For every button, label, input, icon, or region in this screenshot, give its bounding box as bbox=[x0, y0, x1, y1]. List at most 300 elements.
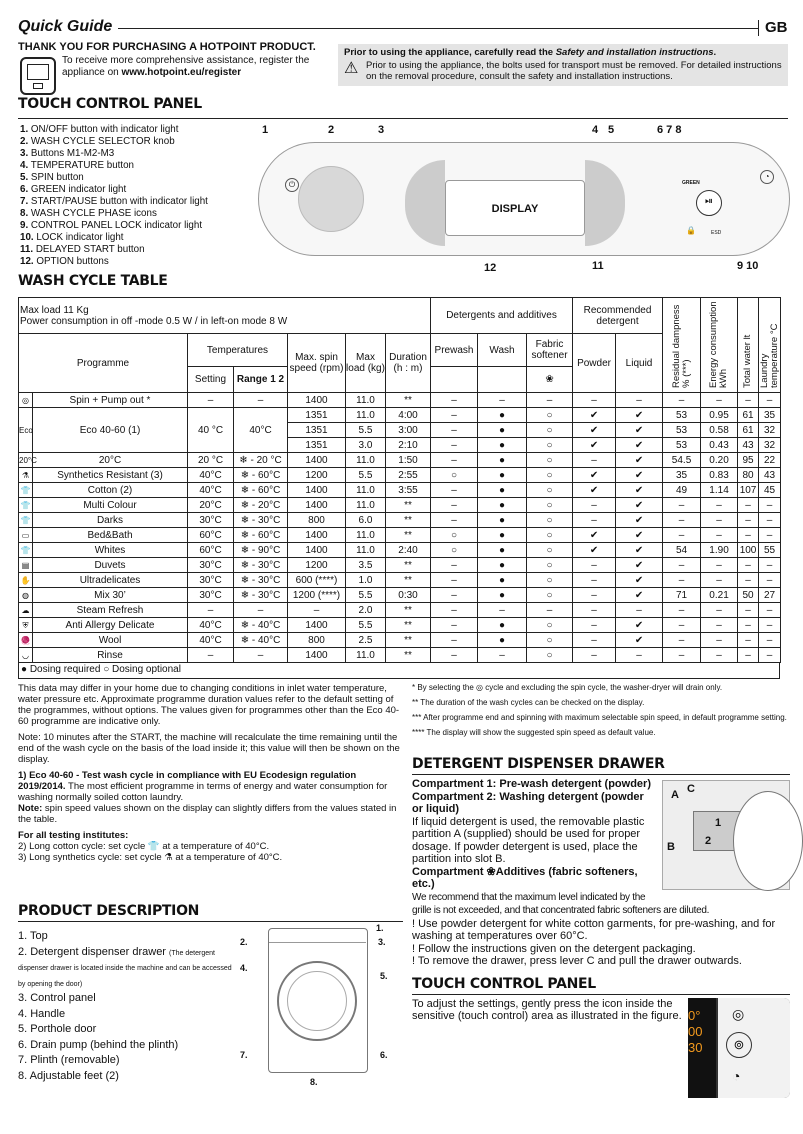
cell-en: – bbox=[701, 633, 738, 648]
cell-res: – bbox=[663, 648, 701, 663]
option-icon: ◔ bbox=[760, 170, 774, 184]
cell-soft: ○ bbox=[527, 423, 573, 438]
cell-pow: ✔ bbox=[573, 468, 616, 483]
tip-2: ! Follow the instructions given on the detergent packaging. bbox=[412, 942, 696, 955]
temp-range: ❄ - 60°C bbox=[234, 483, 288, 498]
cell-spin: 800 bbox=[288, 513, 346, 528]
cell-wash: ● bbox=[478, 528, 527, 543]
product-parts-list: 1. Top 2. Detergent dispenser drawer (The detergent dispenser drawer is located inside the machine and can be accessed by opening the door) 3. Control panel 4. Handle 5. Porthole door 6. Drain pump (behind the plinth) 7. Plinth (removable) 8. Adjustable feet (2) bbox=[18, 930, 232, 1082]
part-callout: 3. bbox=[378, 937, 386, 947]
cell-wat: – bbox=[738, 498, 759, 513]
dosing-legend: ● Dosing required ○ Dosing optional bbox=[18, 663, 780, 679]
th-programme: Programme bbox=[19, 334, 188, 393]
cell-pow: – bbox=[573, 393, 616, 408]
cell-liq: ✔ bbox=[616, 513, 663, 528]
cell-spin: 1200 (****) bbox=[288, 588, 346, 603]
register-label: To receive more comprehensive assistance, register the appliance on bbox=[62, 55, 310, 78]
th-temperatures: Temperatures bbox=[188, 334, 288, 367]
callout-910: 9 10 bbox=[737, 260, 759, 272]
duvets-icon: ▤ bbox=[19, 558, 33, 573]
cell-liq: ✔ bbox=[616, 618, 663, 633]
cell-en: – bbox=[701, 618, 738, 633]
th-softener: Fabric softener bbox=[527, 334, 573, 367]
th-recommended: Recommended detergent bbox=[573, 298, 663, 334]
cell-load: 11.0 bbox=[346, 453, 386, 468]
th-water: Total water lt bbox=[742, 334, 754, 388]
cell-pow: ✔ bbox=[573, 408, 616, 423]
cell-load: 3.5 bbox=[346, 558, 386, 573]
lower-content bbox=[18, 297, 790, 1098]
whites-icon: 👕 bbox=[19, 543, 33, 558]
cell-wat: 61 bbox=[738, 423, 759, 438]
programme-name: Steam Refresh bbox=[33, 603, 188, 618]
programme-name: Ultradelicates bbox=[33, 573, 188, 588]
cell-wat: – bbox=[738, 513, 759, 528]
temp-range: ❄ - 60°C bbox=[234, 468, 288, 483]
cell-liq: ✔ bbox=[616, 453, 663, 468]
cell-wat: 43 bbox=[738, 438, 759, 453]
cell-pre: – bbox=[431, 588, 478, 603]
temp-setting: 30°C bbox=[188, 573, 234, 588]
temp-setting: 20 °C bbox=[188, 453, 234, 468]
th-setting: Setting bbox=[188, 367, 234, 393]
cell-load: 6.0 bbox=[346, 513, 386, 528]
cell-soft: ○ bbox=[527, 573, 573, 588]
cell-wat: 95 bbox=[738, 453, 759, 468]
cell-tmp: 35 bbox=[759, 408, 781, 423]
cell-liq: ✔ bbox=[616, 468, 663, 483]
cell-pow: – bbox=[573, 558, 616, 573]
cell-wash: ● bbox=[478, 558, 527, 573]
cell-tmp: – bbox=[759, 513, 781, 528]
synthetics-icon: ⚗ bbox=[19, 468, 33, 483]
cell-soft: ○ bbox=[527, 588, 573, 603]
cell-pow: – bbox=[573, 588, 616, 603]
cell-wat: – bbox=[738, 618, 759, 633]
steam-refresh-icon: ☁ bbox=[19, 603, 33, 618]
cell-tmp: – bbox=[759, 528, 781, 543]
th-energy: Energy consumption kWh bbox=[708, 300, 730, 388]
cell-wat: – bbox=[738, 528, 759, 543]
cell-wat: – bbox=[738, 558, 759, 573]
table-row bbox=[19, 603, 781, 618]
cell-spin: 1351 bbox=[288, 423, 346, 438]
programme-name: Spin + Pump out * bbox=[33, 393, 188, 408]
temp-range: ❄ - 20°C bbox=[234, 498, 288, 513]
thanks-heading: THANK YOU FOR PURCHASING A HOTPOINT PRODUCT. bbox=[18, 41, 316, 53]
table-row bbox=[19, 468, 781, 483]
lock-icon: 🔒 bbox=[686, 226, 696, 235]
cell-pre: – bbox=[431, 483, 478, 498]
cell-en: 1.90 bbox=[701, 543, 738, 558]
temp-setting: 60°C bbox=[188, 543, 234, 558]
cell-tmp: 27 bbox=[759, 588, 781, 603]
feature-item: 11. DELAYED START button bbox=[20, 244, 145, 255]
cell-pre: – bbox=[431, 498, 478, 513]
table-info: Max load 11 Kg Power consumption in off -mode 0.5 W / in left-on mode 8 W bbox=[19, 298, 431, 334]
cell-spin: 1200 bbox=[288, 558, 346, 573]
cell-pow: – bbox=[573, 618, 616, 633]
cell-tmp: – bbox=[759, 633, 781, 648]
cell-en: 1.14 bbox=[701, 483, 738, 498]
programme-name: Rinse bbox=[33, 648, 188, 663]
cell-pow: ✔ bbox=[573, 543, 616, 558]
cell-res: 53 bbox=[663, 438, 701, 453]
mix-30-icon: ◍ bbox=[19, 588, 33, 603]
tip-3: ! To remove the drawer, press lever C and pull the drawer outwards. bbox=[412, 955, 742, 967]
ultradelicates-icon: ✋ bbox=[19, 573, 33, 588]
cell-liq: ✔ bbox=[616, 528, 663, 543]
cell-tmp: – bbox=[759, 393, 781, 408]
table-row bbox=[19, 648, 781, 663]
cell-liq: ✔ bbox=[616, 498, 663, 513]
part-callout: 7. bbox=[240, 1050, 248, 1060]
temp-setting: 40°C bbox=[188, 468, 234, 483]
part-callout: 8. bbox=[310, 1077, 318, 1087]
cell-pre: ○ bbox=[431, 528, 478, 543]
cell-pow: – bbox=[573, 633, 616, 648]
th-spin: Max. spin speed (rpm) bbox=[288, 334, 346, 393]
temp-setting: 20°C bbox=[188, 498, 234, 513]
cell-pre: – bbox=[431, 618, 478, 633]
testing-institutes: For all testing institutes: 2) Long cotton cycle: set cycle 👕 at a temperature of 40°C. 3) Long synthetics cycle: set cycle ⚗ at a temperature of 40°C. bbox=[18, 830, 283, 863]
cell-wat: 50 bbox=[738, 588, 759, 603]
cell-en: 0.83 bbox=[701, 468, 738, 483]
cell-res: – bbox=[663, 633, 701, 648]
cell-liq: ✔ bbox=[616, 423, 663, 438]
cell-pow: – bbox=[573, 513, 616, 528]
cell-dur: ** bbox=[386, 573, 431, 588]
softener-icon: ❀ bbox=[527, 367, 573, 393]
bed-bath-icon: ▭ bbox=[19, 528, 33, 543]
feature-item: 7. START/PAUSE button with indicator light bbox=[20, 196, 208, 207]
cell-tmp: – bbox=[759, 618, 781, 633]
start-pause-icon: ⏯ bbox=[696, 190, 722, 216]
temp-range: ❄ - 90°C bbox=[234, 543, 288, 558]
temp-setting: 40°C bbox=[188, 483, 234, 498]
temp-range: ❄ - 30°C bbox=[234, 513, 288, 528]
cell-dur: 3:55 bbox=[386, 483, 431, 498]
cell-dur: ** bbox=[386, 558, 431, 573]
cell-en: – bbox=[701, 498, 738, 513]
cell-spin: – bbox=[288, 603, 346, 618]
cell-spin: 1200 bbox=[288, 468, 346, 483]
cell-pre: – bbox=[431, 648, 478, 663]
programme-name: Eco 40-60 (1) bbox=[33, 408, 188, 453]
cell-spin: 1400 bbox=[288, 498, 346, 513]
temp-range: ❄ - 30°C bbox=[234, 558, 288, 573]
cell-tmp: 43 bbox=[759, 468, 781, 483]
touch-panel-illustration: 0° 00 30 ◎ ⊚ ◔ bbox=[688, 998, 790, 1098]
cell-dur: ** bbox=[386, 633, 431, 648]
touch-control-panel-heading-2: TOUCH CONTROL PANEL bbox=[412, 976, 790, 995]
th-duration: Duration (h : m) bbox=[386, 334, 431, 393]
cell-en: – bbox=[701, 603, 738, 618]
cell-soft: ○ bbox=[527, 438, 573, 453]
cell-en: 0.20 bbox=[701, 453, 738, 468]
cell-load: 1.0 bbox=[346, 573, 386, 588]
cell-res: – bbox=[663, 618, 701, 633]
cell-spin: 1400 bbox=[288, 453, 346, 468]
part-callout: 4. bbox=[240, 963, 248, 973]
feature-item: 4. TEMPERATURE button bbox=[20, 160, 134, 171]
cell-load: 11.0 bbox=[346, 393, 386, 408]
cell-liq: – bbox=[616, 603, 663, 618]
temp-range: ❄ - 40°C bbox=[234, 633, 288, 648]
table-row bbox=[19, 483, 781, 498]
cell-en: 0.58 bbox=[701, 423, 738, 438]
th-load: Max load (kg) bbox=[346, 334, 386, 393]
drawer-text: A C 1 2 B Compartment 1: Pre-wash detergent (powder) Compartment 2: Washing detergent (powder or liquid) If liquid detergent is used, the removable plastic partition A (supplied) should be used for proper dosage. If powder detergent is used, place the partition into slot B. Compartment ❀Additives (fabric softeners, etc.) We recommend that the maximum level indicated by the grille is not exceeded, and that concentrated fabric softeners are diluted. ! Use powder detergent for white cotton garments, for pre-washing, and for washing at temperatures over 60°C. ! Follow the instructions given on the detergent packaging. ! To remove the drawer, press lever C and pull the drawer outwards. bbox=[412, 778, 790, 968]
cell-en: – bbox=[701, 393, 738, 408]
cell-res: 71 bbox=[663, 588, 701, 603]
cell-liq: ✔ bbox=[616, 633, 663, 648]
cell-res: 54.5 bbox=[663, 453, 701, 468]
spin-touch-icon: ⊚ bbox=[726, 1032, 752, 1058]
programme-name: Whites bbox=[33, 543, 188, 558]
cell-pre: – bbox=[431, 408, 478, 423]
cell-liq: ✔ bbox=[616, 483, 663, 498]
cell-tmp: – bbox=[759, 558, 781, 573]
cell-pre: – bbox=[431, 603, 478, 618]
temp-setting: 30°C bbox=[188, 588, 234, 603]
table-row bbox=[19, 573, 781, 588]
temp-setting: 40 °C bbox=[188, 408, 234, 453]
cell-liq: – bbox=[616, 648, 663, 663]
cell-soft: ○ bbox=[527, 513, 573, 528]
callout-12: 12 bbox=[484, 262, 497, 274]
cell-tmp: 32 bbox=[759, 438, 781, 453]
cell-res: – bbox=[663, 558, 701, 573]
spin-icon: ◎ bbox=[19, 393, 33, 408]
cell-soft: ○ bbox=[527, 558, 573, 573]
programme-name: Duvets bbox=[33, 558, 188, 573]
temp-setting: – bbox=[188, 603, 234, 618]
table-row bbox=[19, 633, 781, 648]
darks-icon: 👕 bbox=[19, 513, 33, 528]
cell-wash: ● bbox=[478, 543, 527, 558]
cell-dur: 4:00 bbox=[386, 408, 431, 423]
cell-spin: 1400 bbox=[288, 543, 346, 558]
programme-name: 20°C bbox=[33, 453, 188, 468]
doc-title: Quick Guide bbox=[18, 18, 113, 35]
cell-dur: ** bbox=[386, 498, 431, 513]
cell-wash: ● bbox=[478, 513, 527, 528]
temp-setting: 40°C bbox=[188, 618, 234, 633]
cell-tmp: – bbox=[759, 498, 781, 513]
heading-rule bbox=[18, 118, 788, 119]
programme-name: Mix 30’ bbox=[33, 588, 188, 603]
notes-left bbox=[18, 683, 403, 863]
programme-name: Anti Allergy Delicate bbox=[33, 618, 188, 633]
cell-pow: ✔ bbox=[573, 438, 616, 453]
cell-soft: ○ bbox=[527, 408, 573, 423]
temperature-icon: ◎ bbox=[732, 1005, 745, 1022]
left-column bbox=[18, 683, 403, 1098]
temp-range: ❄ - 20 °C bbox=[234, 453, 288, 468]
footnote-4: **** The display will show the suggested spin speed as default value. bbox=[412, 728, 656, 737]
cell-liq: ✔ bbox=[616, 588, 663, 603]
computer-icon bbox=[20, 57, 56, 95]
lower-columns bbox=[18, 683, 790, 1098]
temp-range: ❄ - 40°C bbox=[234, 618, 288, 633]
cell-liq: ✔ bbox=[616, 573, 663, 588]
cell-wash: ● bbox=[478, 588, 527, 603]
cell-spin: 1351 bbox=[288, 438, 346, 453]
cell-load: 5.5 bbox=[346, 423, 386, 438]
cell-dur: ** bbox=[386, 513, 431, 528]
programme-name: Wool bbox=[33, 633, 188, 648]
product-description-section bbox=[18, 903, 403, 1093]
feature-item: 10. LOCK indicator light bbox=[20, 232, 124, 243]
cell-res: 49 bbox=[663, 483, 701, 498]
feature-item: 5. SPIN button bbox=[20, 172, 84, 183]
cell-res: – bbox=[663, 573, 701, 588]
cell-load: 11.0 bbox=[346, 408, 386, 423]
th-wash: Wash bbox=[478, 334, 527, 367]
cell-liq: ✔ bbox=[616, 438, 663, 453]
cell-tmp: 32 bbox=[759, 423, 781, 438]
feature-item: 9. CONTROL PANEL LOCK indicator light bbox=[20, 220, 203, 231]
cell-wash: ● bbox=[478, 423, 527, 438]
cell-soft: – bbox=[527, 603, 573, 618]
cell-soft: ○ bbox=[527, 618, 573, 633]
drawer-heading: DETERGENT DISPENSER DRAWER bbox=[412, 756, 790, 775]
cell-wash: – bbox=[478, 393, 527, 408]
register-text bbox=[62, 55, 322, 79]
cell-wat: 61 bbox=[738, 408, 759, 423]
cell-soft: – bbox=[527, 393, 573, 408]
note-spin: Note: spin speed values shown on the display can slightly differs from the values stated in the table. bbox=[18, 803, 397, 825]
cell-load: 11.0 bbox=[346, 498, 386, 513]
cell-soft: ○ bbox=[527, 528, 573, 543]
cell-pow: ✔ bbox=[573, 483, 616, 498]
th-laundry: Laundry temperature °C bbox=[758, 322, 780, 388]
feature-list bbox=[20, 124, 208, 268]
cell-wat: 107 bbox=[738, 483, 759, 498]
cell-tmp: – bbox=[759, 648, 781, 663]
cell-wash: ● bbox=[478, 438, 527, 453]
title-rule bbox=[118, 28, 758, 29]
cell-pow: – bbox=[573, 453, 616, 468]
th-powder: Powder bbox=[573, 334, 616, 393]
cell-res: 35 bbox=[663, 468, 701, 483]
temp-range: ❄ - 60°C bbox=[234, 528, 288, 543]
table-row bbox=[19, 408, 781, 423]
touch-control-panel-heading: TOUCH CONTROL PANEL bbox=[18, 96, 202, 112]
cell-wat: – bbox=[738, 393, 759, 408]
cell-tmp: – bbox=[759, 573, 781, 588]
wash-cycle-table-heading: WASH CYCLE TABLE bbox=[18, 273, 168, 289]
feature-item: 6. GREEN indicator light bbox=[20, 184, 127, 195]
cell-res: 53 bbox=[663, 408, 701, 423]
table-row bbox=[19, 393, 781, 408]
footnote-3: *** After programme end and spinning with maximum selectable spin speed, in default programme setting. bbox=[412, 713, 787, 722]
cell-spin: 800 bbox=[288, 633, 346, 648]
programme-name: Darks bbox=[33, 513, 188, 528]
cell-wash: ● bbox=[478, 453, 527, 468]
temp-setting: 40°C bbox=[188, 633, 234, 648]
cell-pre: – bbox=[431, 453, 478, 468]
cell-spin: 1400 bbox=[288, 648, 346, 663]
table-row bbox=[19, 513, 781, 528]
cell-load: 5.5 bbox=[346, 618, 386, 633]
wash-cycle-table bbox=[18, 297, 781, 663]
cell-pre: – bbox=[431, 393, 478, 408]
temp-setting: 30°C bbox=[188, 558, 234, 573]
multi-colour-icon: 👕 bbox=[19, 498, 33, 513]
rinse-icon: ◡ bbox=[19, 648, 33, 663]
temp-range: – bbox=[234, 393, 288, 408]
cell-wash: ● bbox=[478, 573, 527, 588]
register-link[interactable]: www.hotpoint.eu/register bbox=[121, 67, 242, 78]
cell-load: 2.0 bbox=[346, 603, 386, 618]
note-eco: 1) Eco 40-60 - Test wash cycle in compliance with EU Ecodesign regulation 2019/2014. The most efficient programme in terms of energy and water consumption for washing normally soiled cotton laundry. bbox=[18, 770, 388, 803]
programme-name: Bed&Bath bbox=[33, 528, 188, 543]
cell-wash: ● bbox=[478, 483, 527, 498]
part-callout: 1. bbox=[376, 923, 384, 933]
callout-2: 2 bbox=[328, 124, 335, 136]
cell-soft: ○ bbox=[527, 543, 573, 558]
cell-en: 0.21 bbox=[701, 588, 738, 603]
cell-dur: 2:40 bbox=[386, 543, 431, 558]
cell-wash: ● bbox=[478, 633, 527, 648]
cell-pre: ○ bbox=[431, 543, 478, 558]
cell-pre: – bbox=[431, 558, 478, 573]
cell-wash: ● bbox=[478, 498, 527, 513]
cell-res: – bbox=[663, 603, 701, 618]
cell-load: 11.0 bbox=[346, 528, 386, 543]
cell-soft: ○ bbox=[527, 498, 573, 513]
feature-item: 2. WASH CYCLE SELECTOR knob bbox=[20, 136, 175, 147]
th-range: Range 1 2 bbox=[234, 367, 288, 393]
callout-3: 3 bbox=[378, 124, 385, 136]
cell-liq: ✔ bbox=[616, 408, 663, 423]
cell-pow: ✔ bbox=[573, 528, 616, 543]
cell-spin: 1400 bbox=[288, 618, 346, 633]
cell-wash: ● bbox=[478, 468, 527, 483]
cell-en: – bbox=[701, 513, 738, 528]
cell-pow: – bbox=[573, 573, 616, 588]
cell-res: 53 bbox=[663, 423, 701, 438]
cell-wat: – bbox=[738, 573, 759, 588]
table-row bbox=[19, 588, 781, 603]
cell-tmp: 22 bbox=[759, 453, 781, 468]
cell-pre: – bbox=[431, 573, 478, 588]
cell-dur: 3:00 bbox=[386, 423, 431, 438]
th-residual: Residual dampness % (***) bbox=[670, 304, 692, 388]
cell-dur: ** bbox=[386, 393, 431, 408]
cell-dur: 0:30 bbox=[386, 588, 431, 603]
display-area: DISPLAY bbox=[445, 180, 585, 236]
cell-wat: – bbox=[738, 648, 759, 663]
wool-icon: 🧶 bbox=[19, 633, 33, 648]
temp-setting: 30°C bbox=[188, 513, 234, 528]
feature-item: 12. OPTION buttons bbox=[20, 256, 109, 267]
cell-pow: – bbox=[573, 648, 616, 663]
cell-load: 11.0 bbox=[346, 648, 386, 663]
cell-spin: 1351 bbox=[288, 408, 346, 423]
cell-res: – bbox=[663, 528, 701, 543]
power-icon: ⏻ bbox=[285, 178, 299, 192]
green-indicator-label: GREEN bbox=[682, 180, 700, 186]
delay-icon: ◔ bbox=[732, 1067, 741, 1084]
cell-en: 0.43 bbox=[701, 438, 738, 453]
20c-icon: 20°C bbox=[19, 453, 33, 468]
cell-dur: ** bbox=[386, 528, 431, 543]
footnote-2: ** The duration of the wash cycles can be checked on the display. bbox=[412, 698, 645, 707]
language-code: GB bbox=[765, 19, 788, 36]
